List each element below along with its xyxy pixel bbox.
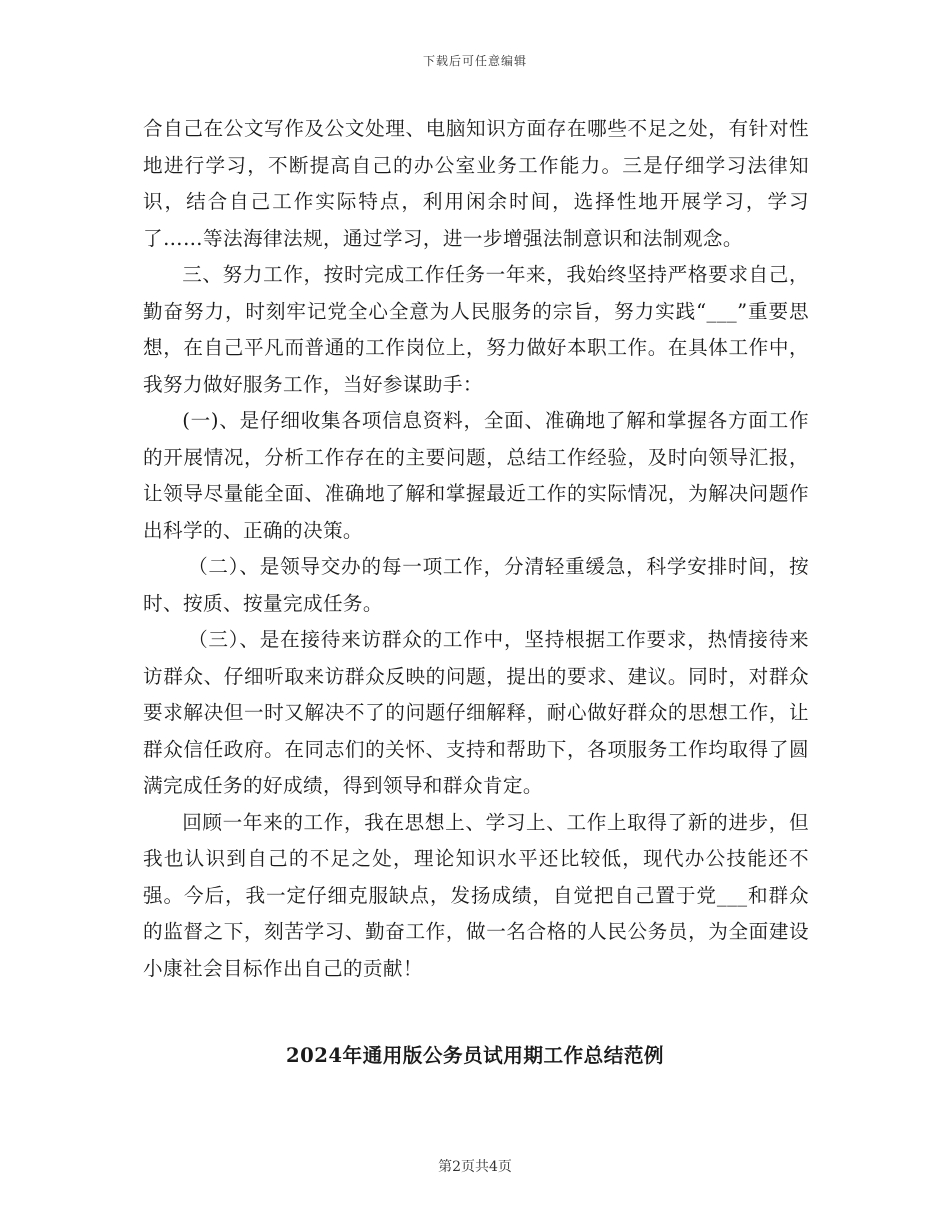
body-text	[143, 111, 809, 987]
paragraph-item-two: （二）、是领导交办的每一项工作，分清轻重缓急，科学安排时间，按时、按质、按量完成任务。	[143, 555, 809, 615]
paragraph-section-three: 三、努力工作，按时完成工作任务一年来，我始终坚持严格要求自己，勤奋努力，时刻牢记党全心全意为人民服务的宗旨，努力实践“___”重要思想，在自己平凡而普通的工作岗位上，努力做好本职工作。在具体工作中，我努力做好服务工作，当好参谋助手：	[143, 263, 809, 396]
page-header: 下载后可任意编辑	[422, 54, 527, 68]
paragraph-item-one: (一)、是仔细收集各项信息资料，全面、准确地了解和掌握各方面工作的开展情况，分析工作存在的主要问题，总结工作经验，及时向领导汇报，让领导尽量能全面、准确地了解和掌握最近工作的实际情况，为解决问题作出科学的、正确的决策。	[143, 409, 809, 542]
paragraph-review: 回顾一年来的工作，我在思想上、学习上、工作上取得了新的进步，但我也认识到自己的不足之处，理论知识水平还比较低，现代办公技能还不强。今后，我一定仔细克服缺点，发扬成绩，自觉把自己置于党___和群众的监督之下，刻苦学习、勤奋工作，做一名合格的人民公务员，为全面建设小康社会目标作出自己的贡献！	[143, 810, 809, 980]
paragraph-item-three: （三）、是在接待来访群众的工作中，坚持根据工作要求，热情接待来访群众、仔细听取来访群众反映的问题，提出的要求、建议。同时，对群众要求解决但一时又解决不了的问题仔细解释，耐心做好群众的思想工作，让群众信任政府。在同志们的关怀、支持和帮助下，各项服务工作均取得了圆满完成任务的好成绩，得到领导和群众肯定。	[143, 628, 809, 797]
paragraph-continuation: 合自己在公文写作及公文处理、电脑知识方面存在哪些不足之处，有针对性地进行学习，不断提高自己的办公室业务工作能力。三是仔细学习法律知识，结合自己工作实际特点，利用闲余时间，选择性地开展学习，学习了……等法海律法规，通过学习，进一步增强法制意识和法制观念。	[143, 117, 809, 250]
document-title: 2024年通用版公务员试用期工作总结范例	[285, 1044, 665, 1067]
page-footer: 第2页共4页	[438, 1159, 512, 1175]
